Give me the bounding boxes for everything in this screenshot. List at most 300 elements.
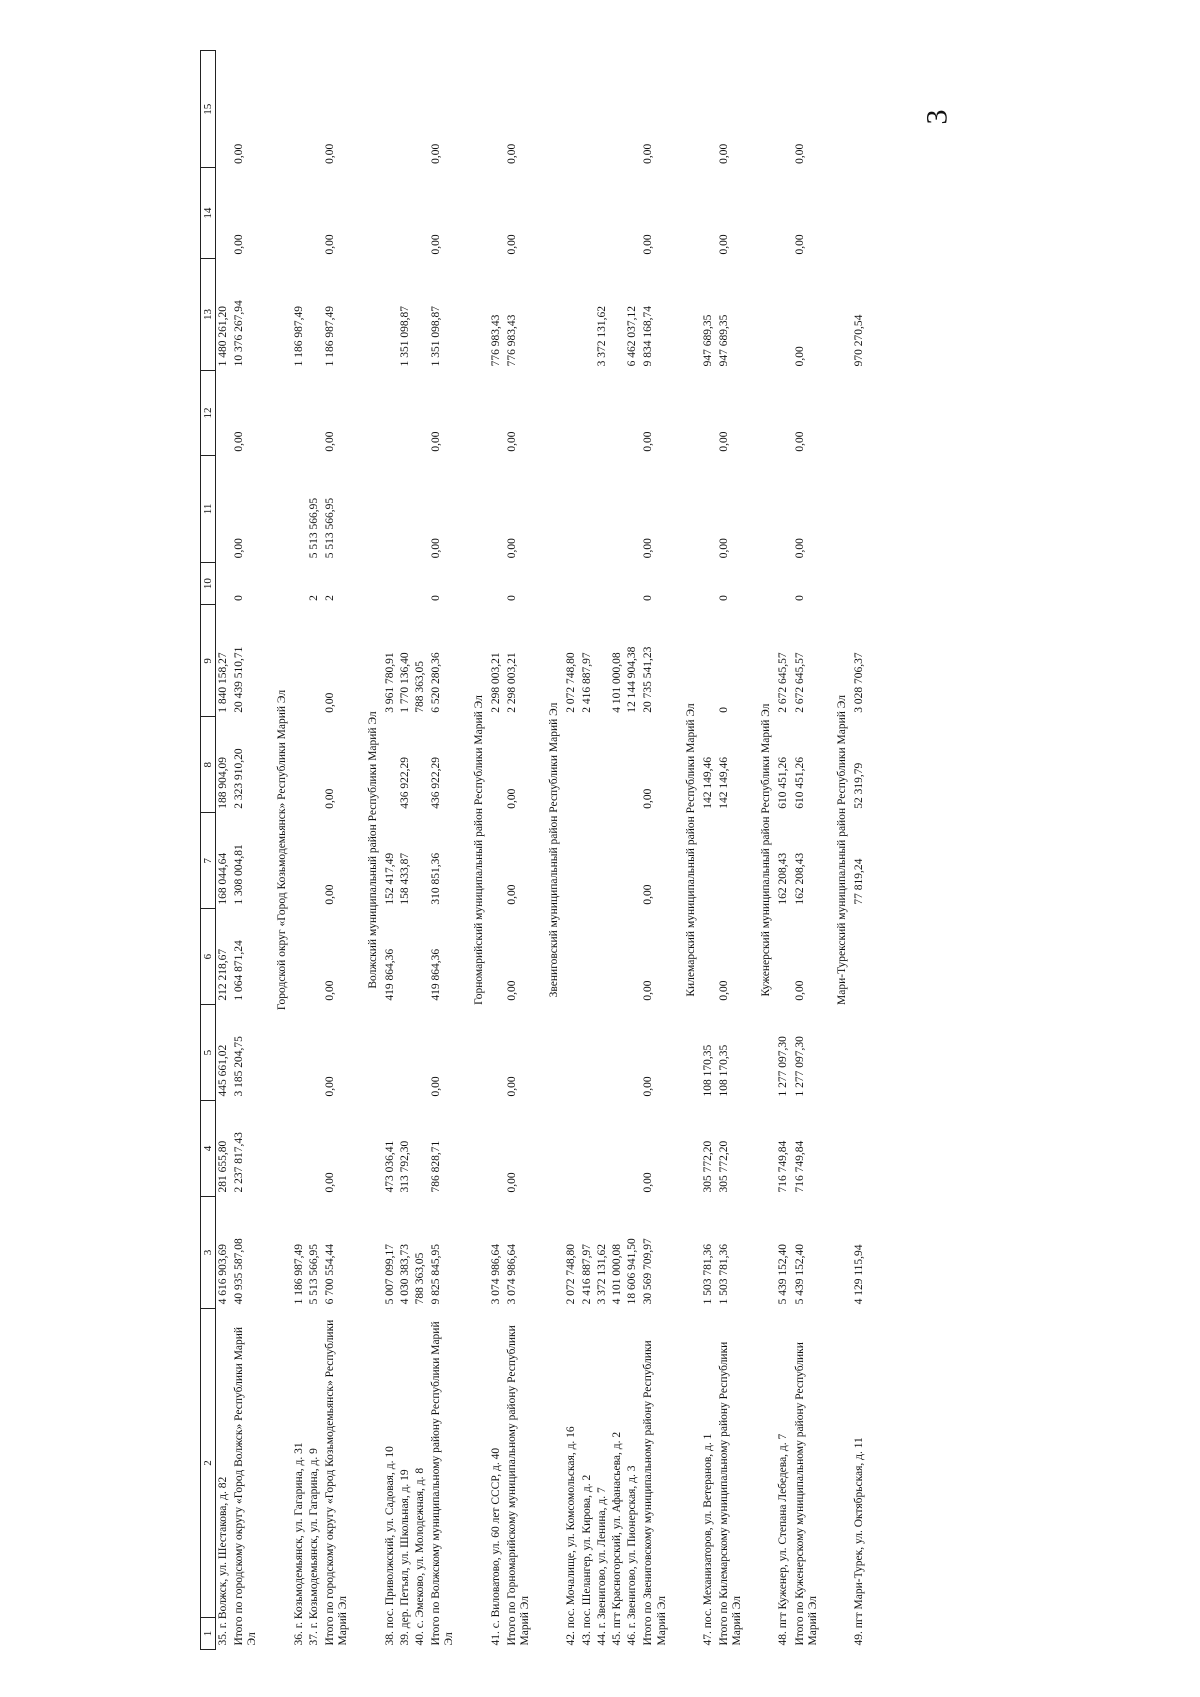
row-label: 42. пос. Мочалище, ул. Комсомольская, д. 16 xyxy=(565,1426,578,1646)
value-cell xyxy=(564,370,579,455)
total-row xyxy=(504,51,542,1650)
value-cell xyxy=(776,909,791,1005)
section-heading: Звениговский муниципальный район Республики Марий Эл xyxy=(548,702,561,998)
value-cell: 0,00 xyxy=(793,234,806,255)
value-cell xyxy=(610,51,625,168)
value-cell: 2 072 748,80 xyxy=(565,652,578,713)
value-cell: 0,00 xyxy=(324,980,337,1001)
value-cell xyxy=(595,456,610,563)
value-cell: 0,00 xyxy=(642,980,655,1001)
column-header: 3 xyxy=(201,1196,216,1308)
row-label: Итого по Волжскому муниципальному району Республики Марий Эл xyxy=(430,1321,456,1646)
table-row xyxy=(852,51,867,1650)
value-cell: 716 749,84 xyxy=(777,1140,790,1193)
value-cell xyxy=(564,717,579,813)
section-heading-row xyxy=(542,51,564,1650)
value-cell xyxy=(413,813,428,909)
value-cell xyxy=(307,51,322,168)
section-heading: Куженерский муниципальный район Республики Марий Эл xyxy=(760,703,773,997)
value-cell: 3 074 986,64 xyxy=(505,1244,518,1305)
value-cell xyxy=(701,168,716,259)
value-cell: 5 513 566,95 xyxy=(307,497,320,559)
value-cell xyxy=(489,909,504,1005)
value-cell: 3 074 986,64 xyxy=(489,1244,502,1305)
value-cell xyxy=(595,605,610,717)
value-cell xyxy=(595,562,610,605)
value-cell: 0,00 xyxy=(793,538,806,559)
value-cell xyxy=(580,717,595,813)
value-cell xyxy=(610,168,625,259)
value-cell xyxy=(216,51,232,168)
value-cell: 3 372 131,62 xyxy=(595,1244,608,1305)
value-cell xyxy=(564,909,579,1005)
value-cell: 5 439 152,40 xyxy=(793,1244,806,1305)
value-cell xyxy=(292,605,307,717)
value-cell xyxy=(625,562,640,605)
value-cell xyxy=(489,813,504,909)
value-cell: 0 xyxy=(793,595,806,601)
value-cell xyxy=(398,1005,413,1101)
value-cell: 1 277 097,30 xyxy=(777,1036,790,1097)
value-cell xyxy=(383,456,398,563)
value-cell xyxy=(307,813,322,909)
value-cell: 0,00 xyxy=(793,980,806,1001)
value-cell: 0,00 xyxy=(430,1076,443,1097)
value-cell xyxy=(383,51,398,168)
value-cell xyxy=(852,909,867,1005)
value-cell xyxy=(564,168,579,259)
value-cell xyxy=(595,813,610,909)
page-number: 3 xyxy=(920,109,954,125)
value-cell xyxy=(413,258,428,370)
value-cell: 716 749,84 xyxy=(793,1140,806,1193)
value-cell: 10 376 267,94 xyxy=(233,300,246,367)
value-cell: 0,00 xyxy=(642,1076,655,1097)
value-cell: 2 xyxy=(307,595,320,601)
value-cell xyxy=(413,51,428,168)
value-cell xyxy=(413,909,428,1005)
value-cell: 162 208,43 xyxy=(777,852,790,905)
section-heading: Килемарский муниципальный район Республики Марий Эл xyxy=(684,703,697,997)
value-cell: 1 186 987,49 xyxy=(292,1244,305,1305)
value-cell xyxy=(292,1005,307,1101)
value-cell: 1 064 871,24 xyxy=(233,940,246,1001)
column-header: 1 xyxy=(201,1618,216,1650)
financing-table xyxy=(200,50,867,1650)
value-cell xyxy=(580,813,595,909)
value-cell: 0,00 xyxy=(324,234,337,255)
value-cell: 162 208,43 xyxy=(793,852,806,905)
value-cell xyxy=(292,370,307,455)
value-cell: 20 439 510,71 xyxy=(233,646,246,713)
value-cell: 0,00 xyxy=(324,431,337,452)
row-label: 35. г. Волжск, ул. Шестакова, д. 82 xyxy=(217,1476,229,1646)
value-cell xyxy=(610,370,625,455)
value-cell xyxy=(564,51,579,168)
value-cell xyxy=(580,1005,595,1101)
value-cell xyxy=(610,909,625,1005)
value-cell: 2 072 748,80 xyxy=(565,1244,578,1305)
value-cell: 0,00 xyxy=(324,788,337,809)
value-cell: 108 170,35 xyxy=(718,1044,731,1097)
total-row xyxy=(231,51,269,1650)
value-cell: 0,00 xyxy=(505,1172,518,1193)
value-cell: 0,00 xyxy=(642,884,655,905)
value-cell xyxy=(398,456,413,563)
value-cell xyxy=(595,909,610,1005)
row-label: 46. г. Звенигово, ул. Пионерская, д. 3 xyxy=(626,1465,639,1646)
value-cell: 0,00 xyxy=(505,980,518,1001)
total-row xyxy=(640,51,678,1650)
value-cell xyxy=(292,909,307,1005)
value-cell: 1 480 261,20 xyxy=(217,306,229,367)
value-cell xyxy=(625,370,640,455)
value-cell: 1 351 098,87 xyxy=(430,306,443,367)
value-cell xyxy=(625,1005,640,1101)
value-cell: 6 462 037,12 xyxy=(626,306,639,367)
row-label: Итого по Звениговскому муниципальному району Республики Марий Эл xyxy=(642,1340,668,1646)
column-header: 13 xyxy=(201,258,216,370)
value-cell: 310 851,36 xyxy=(430,852,443,905)
value-cell xyxy=(625,456,640,563)
value-cell xyxy=(580,370,595,455)
value-cell xyxy=(701,456,716,563)
value-cell xyxy=(716,813,754,909)
column-header: 6 xyxy=(201,909,216,1005)
value-cell: 0,00 xyxy=(233,431,246,452)
value-cell xyxy=(564,258,579,370)
value-cell: 436 922,29 xyxy=(430,756,443,809)
value-cell: 4 129 115,94 xyxy=(853,1244,866,1305)
value-cell: 168 044,64 xyxy=(217,852,229,905)
value-cell xyxy=(580,562,595,605)
value-cell: 281 655,80 xyxy=(217,1140,229,1193)
value-cell: 947 689,35 xyxy=(701,314,714,367)
column-header: 4 xyxy=(201,1101,216,1197)
value-cell: 0 xyxy=(505,595,518,601)
value-cell xyxy=(292,456,307,563)
column-header: 2 xyxy=(201,1308,216,1617)
value-cell: 0 xyxy=(642,595,655,601)
table-row xyxy=(580,51,595,1650)
value-cell xyxy=(383,370,398,455)
value-cell: 970 270,54 xyxy=(853,314,866,367)
value-cell: 610 451,26 xyxy=(793,756,806,809)
value-cell: 947 689,35 xyxy=(718,314,731,367)
value-cell xyxy=(701,909,716,1005)
value-cell xyxy=(595,717,610,813)
table-row xyxy=(625,51,640,1650)
value-cell: 0,00 xyxy=(642,431,655,452)
row-label: 45. пгт Красногорский, ул. Афанасьева, д. 2 xyxy=(610,1431,623,1646)
value-cell xyxy=(610,717,625,813)
value-cell: 4 101 000,08 xyxy=(610,652,623,713)
value-cell: 3 372 131,62 xyxy=(595,306,608,367)
value-cell xyxy=(413,1005,428,1101)
value-cell xyxy=(413,370,428,455)
value-cell: 610 451,26 xyxy=(777,756,790,809)
value-cell xyxy=(292,562,307,605)
value-cell: 2 xyxy=(324,595,337,601)
section-heading-row xyxy=(361,51,383,1650)
value-cell: 2 323 910,20 xyxy=(233,748,246,809)
value-cell: 0,00 xyxy=(430,234,443,255)
value-cell xyxy=(383,168,398,259)
value-cell: 0,00 xyxy=(324,1172,337,1193)
value-cell: 30 569 709,97 xyxy=(642,1238,655,1305)
value-cell: 12 144 904,38 xyxy=(626,646,639,713)
value-cell: 1 503 781,36 xyxy=(701,1244,714,1305)
value-cell xyxy=(292,168,307,259)
value-cell xyxy=(413,717,428,813)
value-cell xyxy=(292,813,307,909)
value-cell: 0,00 xyxy=(793,431,806,452)
value-cell xyxy=(413,456,428,563)
value-cell: 3 185 204,75 xyxy=(233,1036,246,1097)
section-heading-row xyxy=(679,51,701,1650)
value-cell: 4 030 383,73 xyxy=(398,1244,411,1305)
value-cell xyxy=(625,168,640,259)
value-cell xyxy=(776,258,791,370)
value-cell xyxy=(307,909,322,1005)
row-label: Итого по городскому округу «Город Волжск» Республики Марий Эл xyxy=(233,1326,259,1646)
value-cell xyxy=(580,909,595,1005)
value-cell: 776 983,43 xyxy=(489,314,502,367)
section-heading-row xyxy=(467,51,489,1650)
value-cell xyxy=(852,456,867,563)
column-header: 10 xyxy=(201,562,216,605)
value-cell: 445 661,02 xyxy=(217,1044,229,1097)
value-cell: 4 101 000,08 xyxy=(610,1244,623,1305)
row-label: 36. г. Козьмодемьянск, ул. Гагарина, д. 31 xyxy=(292,1442,305,1646)
value-cell: 0,00 xyxy=(718,431,731,452)
value-cell xyxy=(595,51,610,168)
row-label: Итого по Куженерскому муниципальному району Республики Марий Эл xyxy=(793,1342,819,1646)
table-row xyxy=(564,51,579,1650)
value-cell xyxy=(307,605,322,717)
value-cell: 18 606 941,50 xyxy=(626,1238,639,1305)
value-cell xyxy=(216,370,232,455)
value-cell xyxy=(307,1005,322,1101)
value-cell: 5 007 099,17 xyxy=(383,1244,396,1305)
value-cell: 0,00 xyxy=(718,980,731,1001)
value-cell: 1 308 004,81 xyxy=(233,844,246,905)
section-heading-row xyxy=(830,51,852,1650)
value-cell xyxy=(292,717,307,813)
value-cell xyxy=(307,370,322,455)
column-header: 9 xyxy=(201,605,216,717)
value-cell: 0,00 xyxy=(324,884,337,905)
row-label: 43. пос. Шелангер, ул. Кирова, д. 2 xyxy=(580,1474,593,1646)
value-cell: 0,00 xyxy=(718,234,731,255)
value-cell xyxy=(610,258,625,370)
value-cell: 313 792,30 xyxy=(398,1140,411,1193)
total-row xyxy=(716,51,754,1650)
value-cell: 0,00 xyxy=(793,143,806,164)
section-heading-row xyxy=(270,51,292,1650)
value-cell xyxy=(489,51,504,168)
value-cell xyxy=(489,168,504,259)
value-cell: 108 170,35 xyxy=(701,1044,714,1097)
value-cell: 0,00 xyxy=(505,431,518,452)
value-cell: 0,00 xyxy=(233,143,246,164)
value-cell: 1 277 097,30 xyxy=(793,1036,806,1097)
value-cell: 0,00 xyxy=(505,234,518,255)
value-cell: 1 770 136,40 xyxy=(398,652,411,713)
table-row xyxy=(216,51,232,1650)
table-row xyxy=(610,51,625,1650)
row-label: 40. с. Эмеково, ул. Молодежная, д. 8 xyxy=(413,1467,426,1646)
table-row xyxy=(383,51,398,1650)
table-row xyxy=(489,51,504,1650)
value-cell xyxy=(398,370,413,455)
rotated-table-container xyxy=(200,50,1200,1650)
value-cell: 419 864,36 xyxy=(430,948,443,1001)
value-cell: 6 700 554,44 xyxy=(324,1244,337,1305)
value-cell xyxy=(564,1005,579,1101)
section-heading: Волжский муниципальный район Республики Марий Эл xyxy=(366,711,379,989)
value-cell xyxy=(776,370,791,455)
value-cell xyxy=(398,168,413,259)
value-cell xyxy=(610,562,625,605)
value-cell xyxy=(580,1101,595,1197)
value-cell xyxy=(852,168,867,259)
value-cell: 1 840 158,27 xyxy=(217,652,229,713)
row-label: 38. пос. Приволжский, ул. Садовая, д. 10 xyxy=(383,1446,396,1646)
value-cell xyxy=(413,1101,428,1197)
total-row xyxy=(428,51,466,1650)
value-cell xyxy=(489,1101,504,1197)
value-cell: 1 503 781,36 xyxy=(718,1244,731,1305)
value-cell xyxy=(625,909,640,1005)
value-cell xyxy=(701,605,716,717)
value-cell: 1 186 987,49 xyxy=(292,306,305,367)
value-cell xyxy=(413,168,428,259)
value-cell: 40 935 587,08 xyxy=(233,1238,246,1305)
value-cell: 0,00 xyxy=(642,234,655,255)
value-cell xyxy=(383,1005,398,1101)
row-label: 49. пгт Мари-Турек, ул. Октябрьская, д. 11 xyxy=(853,1437,866,1646)
value-cell: 0,00 xyxy=(430,431,443,452)
value-cell xyxy=(216,562,232,605)
row-label: 41. с. Виловатово, ул. 60 лет СССР, д. 40 xyxy=(489,1447,502,1646)
value-cell: 3 961 780,91 xyxy=(383,652,396,713)
value-cell: 0,00 xyxy=(324,143,337,164)
value-cell xyxy=(610,1005,625,1101)
value-cell xyxy=(383,717,398,813)
value-cell: 2 672 645,57 xyxy=(777,652,790,713)
value-cell xyxy=(595,1005,610,1101)
row-label: 47. пос. Механизаторов, ул. Ветеранов, д. 1 xyxy=(701,1433,714,1646)
value-cell xyxy=(610,456,625,563)
value-cell: 2 298 003,21 xyxy=(505,652,518,713)
value-cell xyxy=(610,1101,625,1197)
value-cell: 158 433,87 xyxy=(398,852,411,905)
value-cell: 20 735 541,23 xyxy=(642,646,655,713)
value-cell xyxy=(625,813,640,909)
value-cell: 188 904,09 xyxy=(217,756,229,809)
value-cell xyxy=(701,370,716,455)
section-heading: Горномарийский муниципальный район Республики Марий Эл xyxy=(472,695,485,1005)
value-cell xyxy=(398,909,413,1005)
value-cell: 0,00 xyxy=(430,538,443,559)
value-cell xyxy=(625,51,640,168)
value-cell xyxy=(292,1101,307,1197)
table-body xyxy=(216,51,868,1650)
value-cell: 2 672 645,57 xyxy=(793,652,806,713)
value-cell: 788 363,05 xyxy=(413,661,426,713)
value-cell: 0 xyxy=(718,707,731,713)
value-cell xyxy=(701,562,716,605)
value-cell xyxy=(852,51,867,168)
value-cell: 786 828,71 xyxy=(430,1140,443,1193)
value-cell: 3 028 706,37 xyxy=(853,652,866,713)
value-cell: 2 298 003,21 xyxy=(489,652,502,713)
value-cell: 0,00 xyxy=(505,538,518,559)
value-cell xyxy=(610,813,625,909)
value-cell xyxy=(413,562,428,605)
table-row xyxy=(701,51,716,1650)
table-row xyxy=(776,51,791,1650)
value-cell: 0,00 xyxy=(718,143,731,164)
total-row xyxy=(792,51,830,1650)
value-cell: 305 772,20 xyxy=(718,1140,731,1193)
value-cell xyxy=(216,168,232,259)
value-cell: 9 834 168,74 xyxy=(642,306,655,367)
value-cell: 52 319,79 xyxy=(853,762,866,809)
table-row xyxy=(595,51,610,1650)
value-cell: 776 983,43 xyxy=(505,314,518,367)
value-cell: 305 772,20 xyxy=(701,1140,714,1193)
value-cell xyxy=(489,456,504,563)
row-label: 37. г. Козьмодемьянск, ул. Гагарина, д. 9 xyxy=(307,1448,320,1646)
value-cell xyxy=(292,51,307,168)
value-cell xyxy=(776,168,791,259)
value-cell: 436 922,29 xyxy=(398,756,411,809)
value-cell xyxy=(398,562,413,605)
section-heading-row xyxy=(754,51,776,1650)
value-cell: 77 819,24 xyxy=(853,858,866,905)
value-cell: 0,00 xyxy=(642,788,655,809)
value-cell: 0 xyxy=(430,595,443,601)
table-row xyxy=(307,51,322,1650)
value-cell xyxy=(580,258,595,370)
row-label: Итого по Килемарскому муниципальному району Республики Марий Эл xyxy=(718,1341,744,1646)
value-cell: 212 218,67 xyxy=(217,948,229,1001)
value-cell xyxy=(307,168,322,259)
value-cell xyxy=(564,456,579,563)
value-cell xyxy=(595,1101,610,1197)
value-cell: 0,00 xyxy=(430,143,443,164)
value-cell xyxy=(701,51,716,168)
value-cell xyxy=(216,456,232,563)
value-cell: 788 363,05 xyxy=(413,1252,426,1305)
value-cell xyxy=(383,258,398,370)
value-cell xyxy=(489,717,504,813)
value-cell xyxy=(852,562,867,605)
value-cell: 1 186 987,49 xyxy=(324,306,337,367)
value-cell: 0,00 xyxy=(642,538,655,559)
value-cell: 142 149,46 xyxy=(718,756,731,809)
value-cell xyxy=(776,562,791,605)
value-cell xyxy=(580,51,595,168)
value-cell: 4 616 903,69 xyxy=(217,1244,229,1305)
value-cell: 0 xyxy=(233,595,246,601)
value-cell xyxy=(852,370,867,455)
value-cell: 152 417,49 xyxy=(383,852,396,905)
value-cell xyxy=(580,168,595,259)
value-cell: 0,00 xyxy=(324,1076,337,1097)
